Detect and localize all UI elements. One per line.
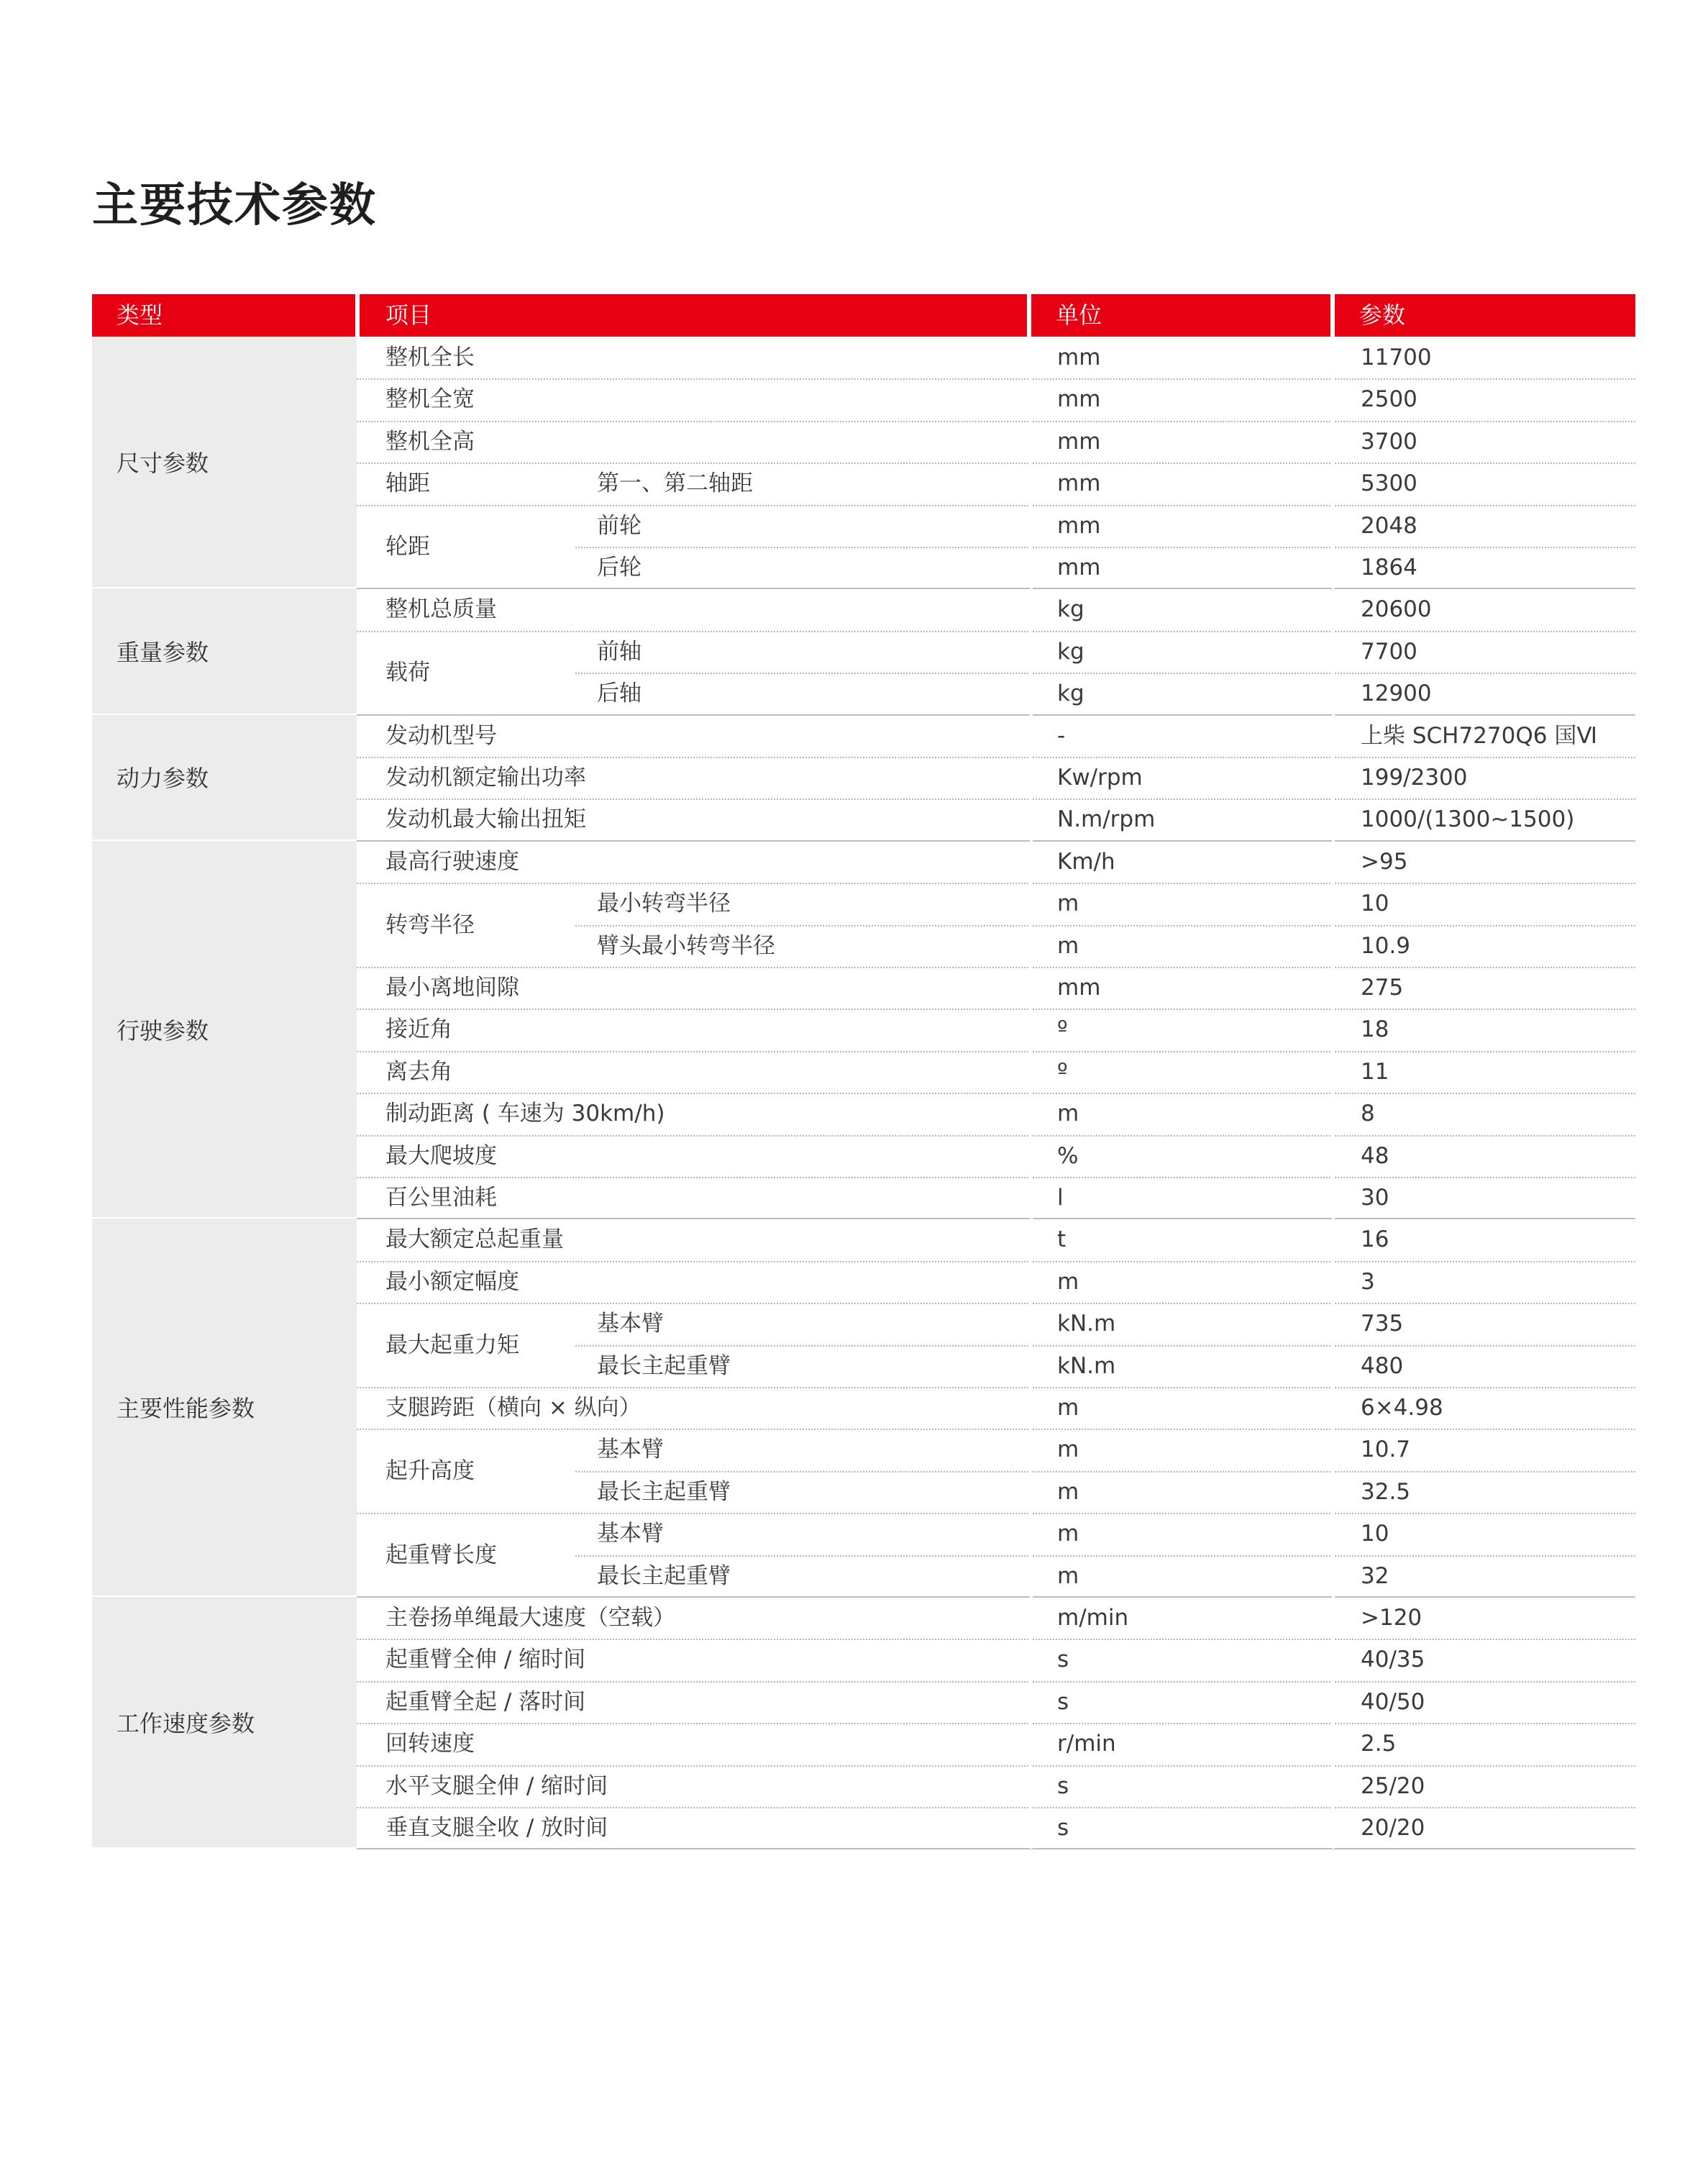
value-cell: 10	[1361, 891, 1389, 917]
unit-cell: s	[1057, 1647, 1069, 1673]
item-cell: 整机全宽	[385, 386, 475, 413]
unit-cell: m	[1057, 1478, 1079, 1505]
category-cell	[92, 1219, 357, 1595]
header-type-cell	[92, 294, 355, 337]
item-cell: 最大额定总起重量	[385, 1226, 564, 1253]
table-row	[357, 378, 1635, 420]
sub-item: 最长主起重臂	[597, 1478, 731, 1505]
item-cell: 制动距离 ( 车速为 30km/h)	[385, 1101, 665, 1127]
table-row	[357, 925, 1635, 967]
item-cell: 起重臂全伸 / 缩时间	[385, 1647, 586, 1673]
item-cell: 整机总质量	[385, 596, 497, 623]
category-label: 尺寸参数	[117, 450, 209, 478]
unit-cell: mm	[1057, 428, 1101, 455]
category-cell	[92, 337, 357, 587]
value-cell: >120	[1361, 1605, 1422, 1631]
table-row	[357, 588, 1635, 630]
table-row	[357, 1723, 1635, 1765]
table-row	[357, 421, 1635, 463]
unit-cell: m	[1057, 891, 1079, 917]
value-cell: 10	[1361, 1521, 1389, 1547]
value-cell: >95	[1361, 848, 1408, 875]
table-row	[357, 1555, 1635, 1597]
unit-cell: t	[1057, 1226, 1067, 1253]
value-cell: 12900	[1361, 680, 1432, 707]
unit-cell: mm	[1057, 470, 1101, 497]
table-row	[357, 1765, 1635, 1807]
group-label: 起重臂长度	[385, 1542, 497, 1568]
item-cell: 最高行驶速度	[385, 848, 519, 875]
unit-cell: kg	[1057, 680, 1084, 707]
value-cell: 1864	[1361, 555, 1417, 581]
category-label: 行驶参数	[117, 1016, 209, 1044]
table-row	[357, 1093, 1635, 1134]
header-type: 类型	[117, 301, 163, 329]
item-cell: 起重臂全起 / 落时间	[385, 1688, 586, 1715]
sub-item: 后轴	[597, 680, 641, 707]
value-cell: 11	[1361, 1058, 1389, 1085]
value-cell: 30	[1361, 1185, 1389, 1211]
category-label: 动力参数	[117, 765, 209, 793]
category-divider	[357, 1848, 1635, 1849]
sub-item: 臂头最小转弯半径	[597, 932, 775, 959]
header-item-cell	[360, 294, 1027, 337]
unit-cell: º	[1057, 1016, 1068, 1043]
value-cell: 2.5	[1361, 1731, 1397, 1757]
item-cell: 支腿跨距（横向 × 纵向）	[385, 1395, 641, 1421]
value-cell: 275	[1361, 975, 1404, 1001]
table-row	[357, 1219, 1635, 1260]
value-cell: 3700	[1361, 428, 1417, 455]
category-label: 主要性能参数	[117, 1395, 255, 1423]
item-cell: 发动机额定输出功率	[385, 765, 586, 791]
unit-cell: -	[1057, 722, 1066, 749]
category-label: 工作速度参数	[117, 1710, 255, 1738]
table-row	[357, 757, 1635, 798]
unit-cell: m	[1057, 1268, 1079, 1295]
item-cell: 整机全长	[385, 345, 475, 370]
unit-cell: m	[1057, 1395, 1079, 1421]
value-cell: 1000/(1300~1500)	[1361, 806, 1575, 833]
unit-cell: mm	[1057, 512, 1101, 539]
value-cell: 3	[1361, 1268, 1375, 1295]
table-row	[357, 547, 1635, 588]
unit-cell: kg	[1057, 638, 1084, 665]
value-cell: 199/2300	[1361, 765, 1468, 791]
table-row	[357, 673, 1635, 714]
header-unit-cell	[1031, 294, 1330, 337]
table-row	[357, 1597, 1635, 1639]
sub-item: 前轴	[597, 638, 641, 665]
value-cell: 735	[1361, 1311, 1404, 1337]
table-row	[357, 1303, 1635, 1344]
sub-item: 最长主起重臂	[597, 1562, 731, 1589]
value-cell: 2048	[1361, 512, 1417, 539]
unit-cell: mm	[1057, 555, 1101, 581]
table-row	[357, 1807, 1635, 1849]
sub-item: 第一、第二轴距	[597, 470, 753, 497]
value-cell: 18	[1361, 1016, 1389, 1043]
value-cell: 40/35	[1361, 1647, 1425, 1673]
table-row	[357, 1639, 1635, 1680]
header-unit: 单位	[1056, 301, 1102, 329]
unit-cell: mm	[1057, 345, 1101, 370]
unit-cell: m	[1057, 1437, 1079, 1463]
value-cell: 2500	[1361, 386, 1417, 413]
table-row	[357, 798, 1635, 840]
value-cell: 48	[1361, 1142, 1389, 1169]
item-cell: 最小离地间隙	[385, 975, 519, 1001]
value-cell: 20600	[1361, 596, 1432, 623]
table-row	[357, 1009, 1635, 1050]
table-row	[357, 841, 1635, 883]
unit-cell: kN.m	[1057, 1311, 1116, 1337]
category-label: 重量参数	[117, 638, 209, 666]
table-row	[357, 883, 1635, 924]
sub-item: 基本臂	[597, 1437, 664, 1463]
value-cell: 11700	[1361, 345, 1432, 370]
category-cell	[92, 1597, 357, 1847]
unit-cell: s	[1057, 1688, 1069, 1715]
table-row	[357, 1261, 1635, 1303]
item-cell: 百公里油耗	[385, 1185, 497, 1211]
group-label: 最大起重力矩	[385, 1331, 519, 1358]
unit-cell: kN.m	[1057, 1352, 1116, 1379]
value-cell: 480	[1361, 1352, 1404, 1379]
item-cell: 垂直支腿全收 / 放时间	[385, 1815, 608, 1841]
header-item: 项目	[385, 301, 432, 329]
value-cell: 10.9	[1361, 932, 1411, 959]
item-cell: 主卷扬单绳最大速度（空载）	[385, 1605, 675, 1631]
unit-cell: l	[1057, 1185, 1064, 1211]
unit-cell: m	[1057, 932, 1079, 959]
unit-cell: m/min	[1057, 1605, 1129, 1631]
category-cell	[92, 841, 357, 1218]
value-cell: 25/20	[1361, 1772, 1425, 1799]
group-label: 载荷	[385, 660, 430, 686]
sub-item: 后轮	[597, 555, 641, 581]
unit-cell: mm	[1057, 975, 1101, 1001]
group-label: 轮距	[385, 534, 430, 560]
table-row	[357, 715, 1635, 757]
page-title: 主要技术参数	[92, 179, 377, 232]
unit-cell: º	[1057, 1058, 1068, 1085]
column-divider	[1030, 337, 1033, 1849]
item-cell: 最小额定幅度	[385, 1268, 519, 1295]
header-param-cell	[1335, 294, 1635, 337]
table-row	[357, 1387, 1635, 1429]
column-divider	[1332, 337, 1335, 1849]
table-row	[357, 1429, 1635, 1470]
unit-cell: s	[1057, 1772, 1069, 1799]
value-cell: 8	[1361, 1101, 1375, 1127]
sub-item: 基本臂	[597, 1311, 664, 1337]
table-row	[357, 1471, 1635, 1513]
item-cell: 回转速度	[385, 1731, 475, 1757]
table-row	[357, 1681, 1635, 1723]
table-row	[357, 1513, 1635, 1554]
item-cell: 轴距	[385, 470, 430, 497]
value-cell: 20/20	[1361, 1815, 1425, 1841]
value-cell: 上柴 SCH7270Q6 国Ⅵ	[1361, 722, 1597, 749]
table-row	[357, 337, 1635, 378]
value-cell: 16	[1361, 1226, 1389, 1253]
sub-item: 最小转弯半径	[597, 891, 731, 917]
item-cell: 发动机最大输出扭矩	[385, 806, 586, 833]
table-row	[357, 1135, 1635, 1177]
value-cell: 5300	[1361, 470, 1417, 497]
value-cell: 32.5	[1361, 1478, 1411, 1505]
table-row	[357, 463, 1635, 504]
item-cell: 发动机型号	[385, 722, 497, 749]
value-cell: 7700	[1361, 638, 1417, 665]
table-row	[357, 1345, 1635, 1387]
table-row	[357, 1051, 1635, 1093]
unit-cell: m	[1057, 1562, 1079, 1589]
value-cell: 32	[1361, 1562, 1389, 1589]
unit-cell: m	[1057, 1101, 1079, 1127]
value-cell: 40/50	[1361, 1688, 1425, 1715]
item-cell: 水平支腿全伸 / 缩时间	[385, 1772, 608, 1799]
unit-cell: %	[1057, 1142, 1079, 1169]
sub-item: 前轮	[597, 512, 641, 539]
item-cell: 最大爬坡度	[385, 1142, 497, 1169]
item-cell: 离去角	[385, 1058, 452, 1085]
item-cell: 整机全高	[385, 428, 475, 455]
table-row	[357, 631, 1635, 673]
group-label: 转弯半径	[385, 911, 475, 938]
item-cell: 接近角	[385, 1016, 452, 1043]
sub-item: 最长主起重臂	[597, 1352, 731, 1379]
value-cell: 6×4.98	[1361, 1395, 1443, 1421]
group-label: 起升高度	[385, 1457, 475, 1484]
table-row	[357, 1177, 1635, 1219]
unit-cell: N.m/rpm	[1057, 806, 1156, 833]
value-cell: 10.7	[1361, 1437, 1411, 1463]
table-row	[357, 505, 1635, 547]
header-param: 参数	[1359, 301, 1406, 329]
unit-cell: kg	[1057, 596, 1084, 623]
unit-cell: mm	[1057, 386, 1101, 413]
category-cell	[92, 715, 357, 839]
unit-cell: s	[1057, 1815, 1069, 1841]
sub-item: 基本臂	[597, 1521, 664, 1547]
table-row	[357, 967, 1635, 1009]
category-cell	[92, 588, 357, 713]
unit-cell: Km/h	[1057, 848, 1115, 875]
unit-cell: r/min	[1057, 1731, 1116, 1757]
unit-cell: m	[1057, 1521, 1079, 1547]
unit-cell: Kw/rpm	[1057, 765, 1143, 791]
